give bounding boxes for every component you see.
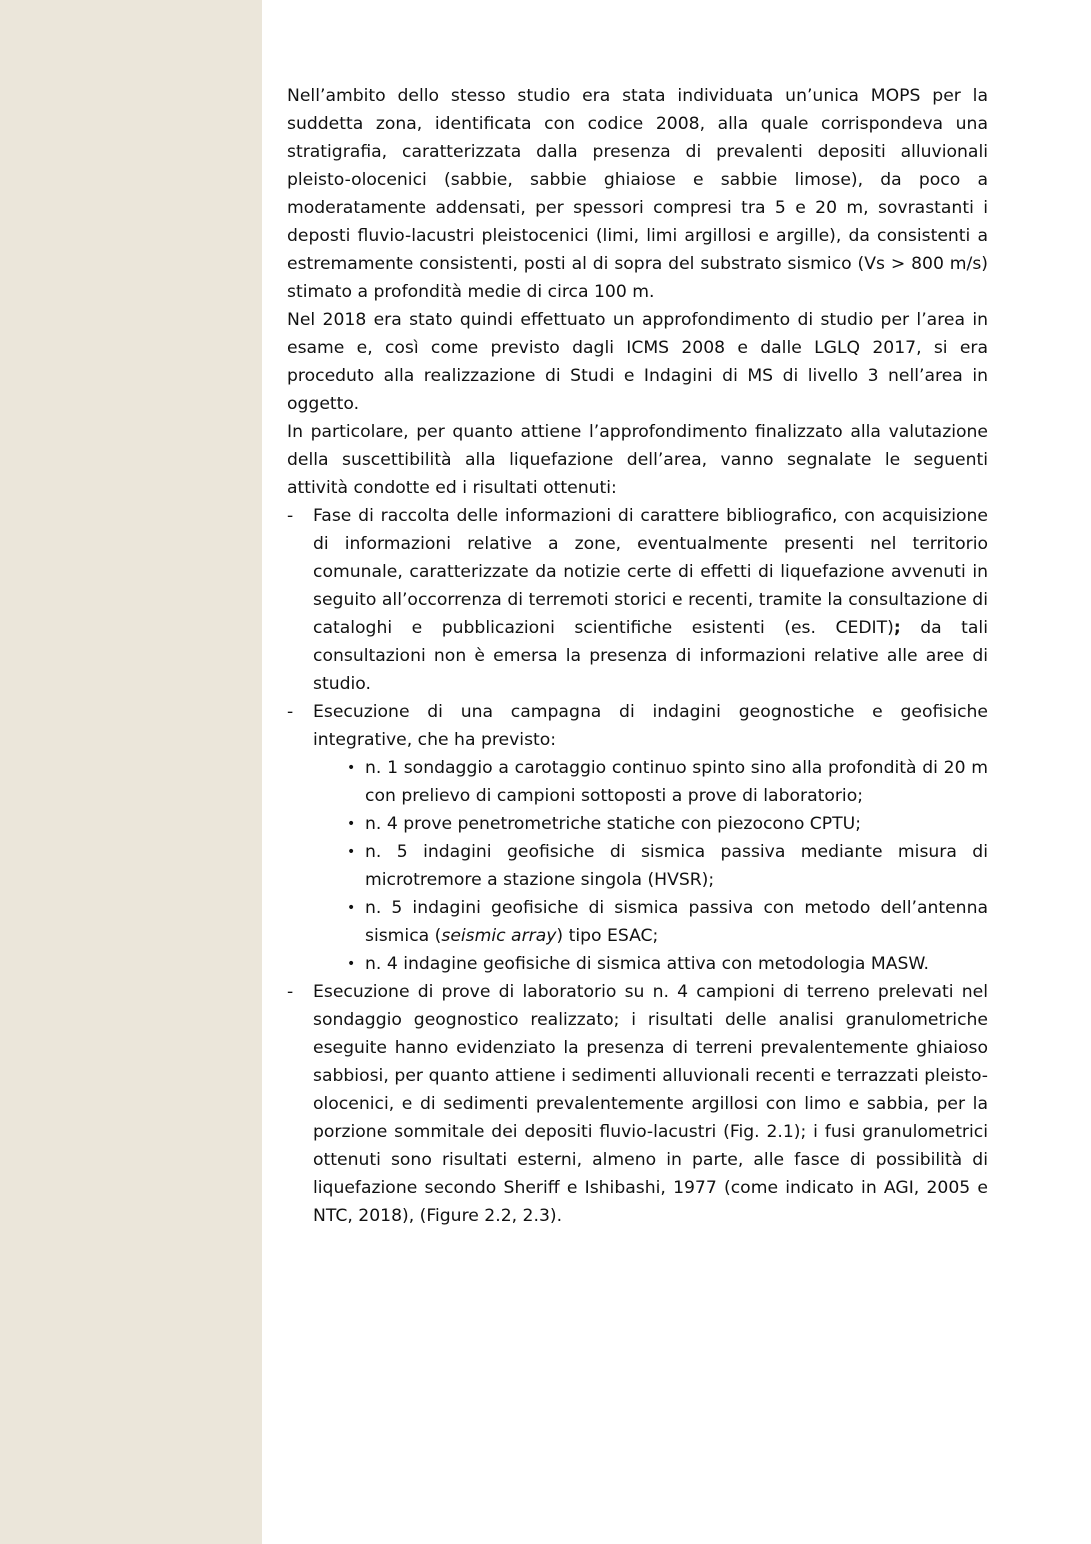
dash-marker: - [287,702,294,722]
dash-item-bibliographic [287,502,988,698]
bullet-item-masw [347,950,988,978]
bullet-text: n. 4 indagine geofisiche di sismica attiva con metodologia MASW. [365,954,929,974]
bullet-marker: • [347,844,356,860]
bullet-text: n. 4 prove penetrometriche statiche con piezocono CPTU; [365,814,862,834]
dash-marker: - [287,982,294,1002]
paragraph-2018-study: Nel 2018 era stato quindi effettuato un approfondimento di studio per l’area in esame e, così come previsto dagli ICMS 2008 e dalle LGLQ 2017, si era proceduto alla realizzazione di Studi e Indagini di MS di livello 3 nell’area in oggetto. [287,310,988,414]
survey-bullet-list [313,754,988,978]
bullet-item-cptu [347,810,988,838]
bullet-marker: • [347,956,356,972]
bullet-marker: • [347,900,356,916]
bullet-item-hvsr [347,838,988,894]
dash-item-survey-campaign [287,698,988,978]
bullet-text: n. 1 sondaggio a carotaggio continuo spinto sino alla profondità di 20 m con prelievo di campioni sottoposti a prove di laboratorio; [365,758,988,806]
paragraph-liquefaction-intro: In particolare, per quanto attiene l’approfondimento finalizzato alla valutazione della suscettibilità alla liquefazione dell’area, vanno segnalate le seguenti attività condotte ed i risultati ottenuti: [287,422,988,498]
bullet-marker: • [347,816,356,832]
paragraph-mops: Nell’ambito dello stesso studio era stata individuata un’unica MOPS per la suddetta zona, identificata con codice 2008, alla quale corrispondeva una stratigrafia, caratterizzata dalla presenza di prevalenti depositi alluvionali pleisto-olocenici (sabbie, sabbie ghiaiose e sabbie limose), da poco a moderatamente addensati, per spessori compresi tra 5 e 20 m, sovrastanti i deposti fluvio-lacustri pleistocenici (limi, limi argillosi e argille), da consistenti a estremamente consistenti, posti al di sopra del substrato sismico (Vs > 800 m/s) stimato a profondità medie di circa 100 m. [287,86,988,302]
dash-marker: - [287,506,294,526]
dash-item-text: Esecuzione di prove di laboratorio su n. 4 campioni di terreno prelevati nel sondaggio geognostico realizzato; i risultati delle analisi granulometriche eseguite hanno evidenziato la presenza di terreni prevalentemente ghiaioso sabbiosi, per quanto attiene i sedimenti alluvionali recenti e terrazzati pleisto-olocenici, e di sedimenti prevalentemente argillosi con limo e sabbia, per la porzione sommitale dei depositi fluvio-lacustri (Fig. 2.1); i fusi granulometrici ottenuti sono risultati esterni, almeno in parte, alle fasce di possibilità di liquefazione secondo Sheriff e Ishibashi, 1977 (come indicato in AGI, 2005 e NTC, 2018), (Figure 2.2, 2.3). [313,982,988,1226]
dash-item-lab-tests [287,978,988,1230]
bullet-item-borehole [347,754,988,810]
dash-item-text: Fase di raccolta delle informazioni di carattere bibliografico, con acquisizione di informazioni relative a zone, eventualmente presenti nel territorio comunale, caratterizzate da notizie certe di effetti di liquefazione avvenuti in seguito all’occorrenza di terremoti storici e recenti, tramite la consultazione di cataloghi e pubblicazioni scientifiche esistenti (es. CEDIT) [313,506,988,638]
dash-item-text: Esecuzione di una campagna di indagini geognostiche e geofisiche integrative, che ha previsto: [313,702,988,750]
bullet-text: n. 5 indagini geofisiche di sismica passiva con metodo dell’antenna sismica ( [365,898,988,946]
bullet-text-end: ) tipo ESAC; [556,926,659,946]
bullet-text-italic: seismic array [441,926,557,946]
dash-item-semicolon: ; [893,618,901,638]
dash-item-text-tail: da tali consultazioni non è emersa la presenza di informazioni relative alle aree di studio. [313,618,988,694]
side-margin-band [0,0,262,1544]
bullet-text: n. 5 indagini geofisiche di sismica passiva mediante misura di microtremore a stazione singola (HVSR); [365,842,988,890]
bullet-item-esac [347,894,988,950]
document-body [287,82,988,1230]
bullet-marker: • [347,760,356,776]
